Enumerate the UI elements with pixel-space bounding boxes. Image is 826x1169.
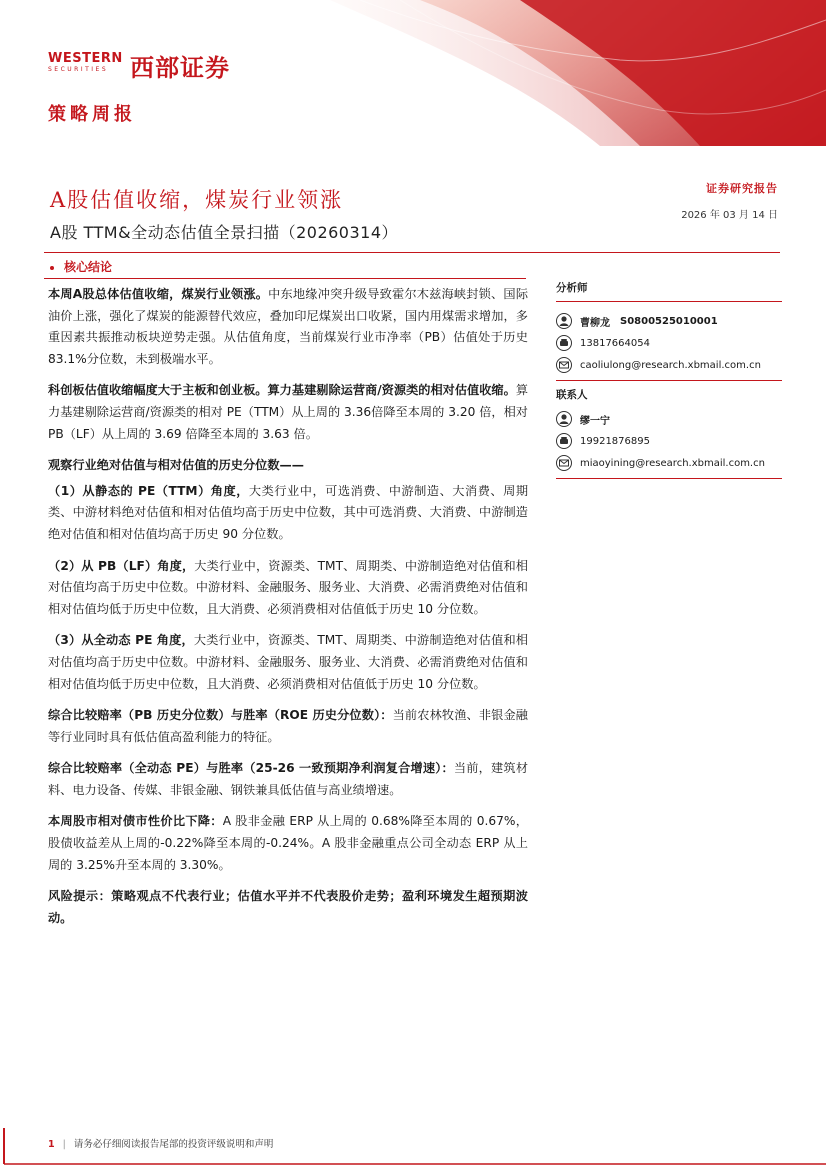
footer-separator: | (62, 1139, 66, 1150)
phone-icon (556, 335, 572, 351)
logo-en-text: WESTERN (48, 51, 123, 66)
paragraph (48, 556, 528, 621)
analyst-email-row (556, 354, 782, 376)
paragraph-text: 中东地缘冲突升级导致霍尔木兹海峡封锁、国际油价上涨，强化了煤炭的能源替代效应，叠加印尼煤炭出口收紧，国内用煤需求增加，多重因素共振推动板块逆势走强。从估值角度，当前煤炭行业市净率（PB）估值处于历史 83.1%分位数，未到极端水平。 (48, 287, 529, 366)
person-icon (556, 411, 572, 427)
analyst-sidebar (556, 280, 782, 485)
paragraph-lead: 观察行业绝对估值与相对估值的历史分位数—— (48, 458, 304, 473)
divider (44, 278, 526, 279)
contact-heading: 联系人 (556, 389, 588, 401)
paragraph-text: 大类行业中，资源类、TMT、周期类、中游制造绝对估值和相对估值均高于历史中位数。中游材料、金融服务、服务业、大消费、必需消费绝对估值和相对估值均低于历史中位数，且大消费、必须消费相对估值低于历史 10 分位数。 (48, 558, 528, 616)
paragraph-lead: 综合比较赔率（全动态 PE）与胜率（25-26 一致预期净利润复合增速）： (48, 761, 454, 776)
analyst-name-row (556, 310, 782, 332)
paragraph-text: 大类行业中，资源类、TMT、周期类、中游制造绝对估值和相对估值均高于历史中位数。中游材料、金融服务、服务业、大消费、必需消费绝对估值和相对估值均低于历史中位数，且大消费、必须消费相对估值低于历史 10 分位数。 (48, 633, 528, 691)
logo-en-subtext: SECURITIES (48, 66, 109, 73)
bullet-icon (50, 266, 54, 270)
paragraph (48, 284, 528, 370)
paragraph (48, 380, 528, 445)
paragraph-text: 大类行业中，可选消费、中游制造、大消费、周期类、中游材料绝对估值和相对估值均高于历史中位数，其中可选消费、大消费、中游制造绝对估值和相对估值均高于历史 90 分位数。 (48, 483, 529, 541)
paragraph-text: 算力基建剔除运营商/资源类的相对 PE（TTM）从上周的 3.36倍降至本周的 3.20 倍，相对 PB（LF）从上周的 3.69 倍降至本周的 3.63 倍。 (48, 383, 528, 441)
report-subtitle: A股 TTM&全动态估值全景扫描（20260314） (50, 223, 399, 242)
contact-phone: 19921876895 (580, 435, 650, 447)
report-header (0, 0, 826, 146)
divider (44, 252, 780, 253)
paragraph-lead: 本周A股总体估值收缩，煤炭行业领涨。 (48, 287, 269, 301)
paragraph (48, 455, 528, 477)
contact-email-row (556, 452, 782, 474)
page-number: 1 (48, 1139, 55, 1150)
paragraph-lead: 科创板估值收缩幅度大于主板和创业板。算力基建剔除运营商/资源类的相对估值收缩。 (48, 383, 516, 398)
contact-name: 缪一宁 (580, 415, 610, 427)
paragraph-lead: （3）从全动态 PE 角度， (48, 633, 194, 648)
analyst-phone: 13817664054 (580, 337, 650, 349)
paragraph (48, 811, 528, 876)
section-heading-text: 核心结论 (64, 260, 113, 274)
logo-cn-text: 西部证券 (130, 54, 230, 82)
mail-icon (556, 357, 572, 373)
divider (556, 478, 782, 479)
paragraph (48, 481, 528, 546)
paragraph-lead: 本周股市相对债市性价比下降： (48, 814, 223, 829)
contact-phone-row (556, 430, 782, 452)
paragraph-lead: （1）从静态的 PE（TTM）角度， (48, 483, 249, 498)
report-title: A股估值收缩，煤炭行业领涨 (50, 188, 344, 212)
paragraph-lead: 综合比较赔率（PB 历史分位数）与胜率（ROE 历史分位数）： (48, 708, 393, 723)
contact-name-row (556, 408, 782, 430)
paragraph (48, 630, 528, 695)
paragraph (48, 758, 528, 801)
report-type: 策略周报 (48, 104, 136, 125)
contact-email[interactable]: miaoyining@research.xbmail.com.cn (580, 457, 765, 469)
brand-logo (48, 52, 126, 74)
core-conclusions (48, 284, 528, 939)
phone-icon (556, 433, 572, 449)
footer-note: 请务必仔细阅读报告尾部的投资评级说明和声明 (73, 1139, 274, 1150)
divider (556, 380, 782, 381)
analyst-cert: S0800525010001 (620, 315, 718, 327)
paragraph-lead: （2）从 PB（LF）角度， (48, 558, 195, 573)
paragraph-lead: 风险提示：策略观点不代表行业；估值水平并不代表股价走势；盈利环境发生超预期波动。 (48, 889, 528, 925)
paragraph-text: 当前农林牧渔、非银金融等行业同时具有低估值高盈利能力的特征。 (48, 708, 528, 744)
analyst-phone-row (556, 332, 782, 354)
person-icon (556, 313, 572, 329)
doc-label: 证券研究报告 (706, 182, 778, 195)
doc-date: 2026 年 03 月 14 日 (681, 210, 778, 221)
section-heading (50, 258, 112, 275)
analyst-name: 曹柳龙 (580, 317, 610, 329)
paragraph-text: 当前，建筑材料、电力设备、传媒、非银金融、钢铁兼具低估值与高业绩增速。 (48, 761, 529, 797)
mail-icon (556, 455, 572, 471)
analyst-email[interactable]: caoliulong@research.xbmail.com.cn (580, 359, 761, 371)
paragraph-text: A 股非金融 ERP 从上周的 0.68%降至本周的 0.67%，股债收益差从上周的-0.22%降至本周的-0.24%。A 股非金融重点公司全动态 ERP 从上周的 3.25%升至本周的 3.30%。 (48, 814, 528, 872)
paragraph (48, 705, 528, 748)
analyst-heading: 分析师 (556, 280, 782, 302)
page-footer (48, 1136, 273, 1150)
paragraph (48, 886, 528, 929)
